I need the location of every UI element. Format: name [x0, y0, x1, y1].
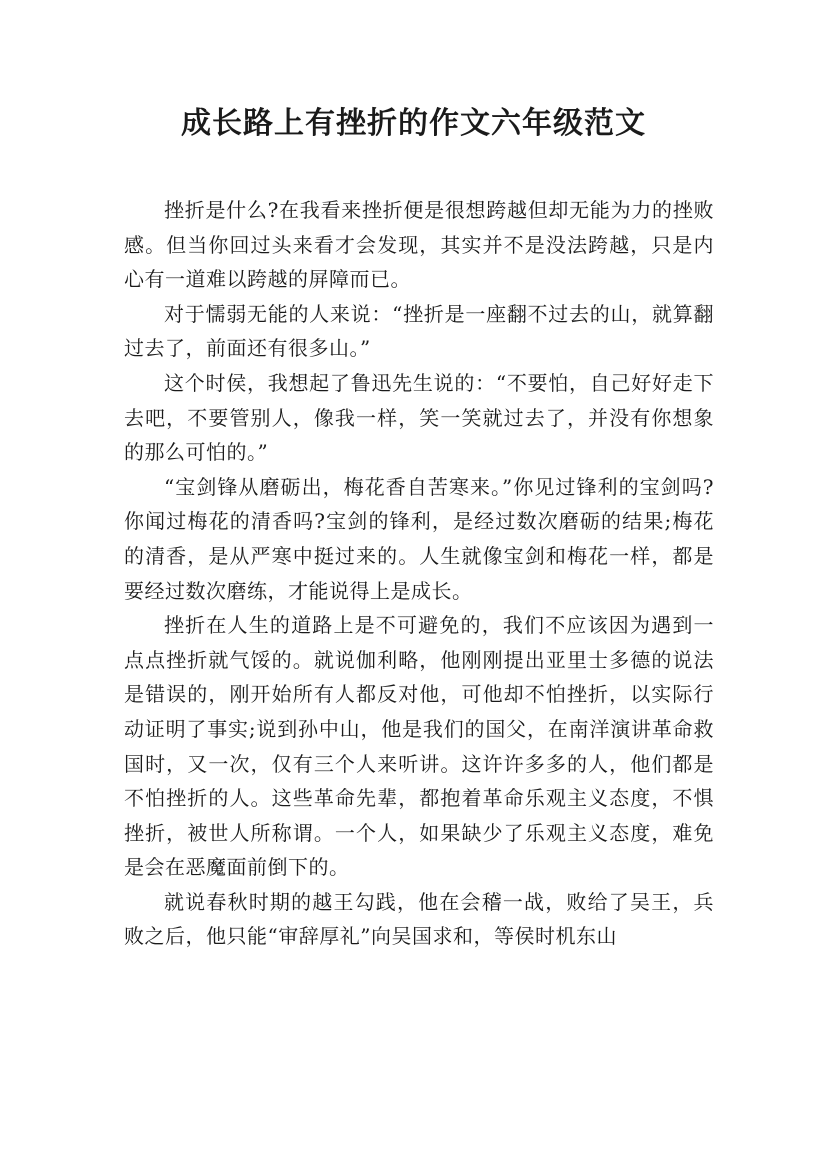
paragraph: 挫折是什么?在我看来挫折便是很想跨越但却无能为力的挫败感。但当你回过头来看才会发现，其实并不是没法跨越，只是内心有一道难以跨越的屏障而已。	[124, 198, 714, 292]
paragraph: 挫折在人生的道路上是不可避免的，我们不应该因为遇到一点点挫折就气馁的。就说伽利略，他刚刚提出亚里士多德的说法是错误的，刚开始所有人都反对他，可他却不怕挫折，以实际行动证明了事实;说到孙中山，他是我们的国父，在南洋演讲革命救国时，又一次，仅有三个人来听讲。这许许多多的人，他们都是不怕挫折的人。这些革命先辈，都抱着革命乐观主义态度，不惧挫折，被世人所称谓。一个人，如果缺少了乐观主义态度，难免是会在恶魔面前倒下的。	[124, 613, 714, 880]
document-title: 成长路上有挫折的作文六年级范文	[181, 106, 646, 141]
document-body	[124, 193, 714, 954]
paragraph: 对于懦弱无能的人来说：“挫折是一座翻不过去的山，就算翻过去了，前面还有很多山。”	[124, 301, 714, 361]
paragraph: 这个时侯，我想起了鲁迅先生说的：“不要怕，自己好好走下去吧，不要管别人，像我一样，笑一笑就过去了，并没有你想象的那么可怕的。”	[124, 370, 714, 465]
paragraph: 就说春秋时期的越王勾践，他在会稽一战，败给了吴王，兵败之后，他只能“审辞厚礼”向吴国求和，等侯时机东山	[124, 889, 714, 949]
paragraph: “宝剑锋从磨砺出，梅花香自苦寒来。”你见过锋利的宝剑吗?你闻过梅花的清香吗?宝剑的锋利，是经过数次磨砺的结果;梅花的清香，是从严寒中挺过来的。人生就像宝剑和梅花一样，都是要经过数次磨练，才能说得上是成长。	[124, 474, 714, 603]
